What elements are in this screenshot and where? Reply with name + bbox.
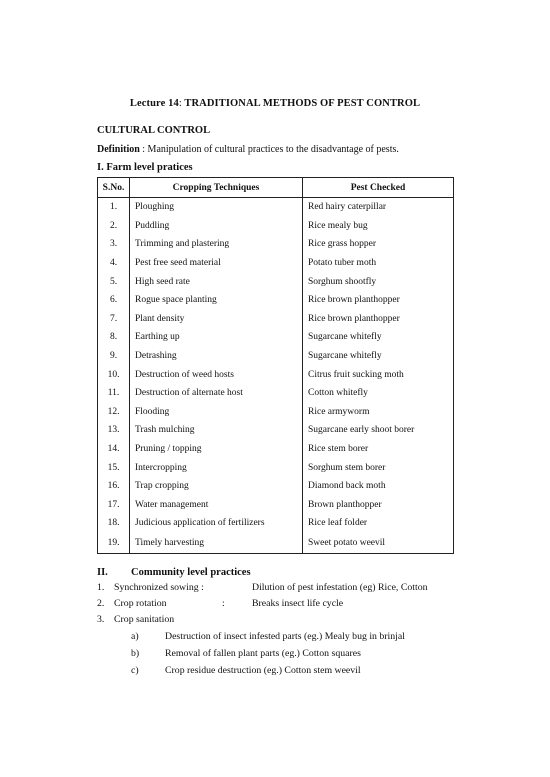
table-row	[98, 198, 454, 217]
row-technique: Flooding	[130, 403, 303, 422]
table-row	[98, 514, 454, 533]
lecture-number: Lecture 14	[129, 98, 179, 109]
lecture-title: TRADITIONAL METHODS OF PEST CONTROL	[184, 98, 421, 109]
row-sno: 7.	[98, 310, 130, 329]
row-sno: 13.	[98, 421, 130, 440]
header-pest: Pest Checked	[303, 178, 454, 198]
row-sno: 5.	[98, 272, 130, 291]
row-technique: Destruction of weed hosts	[130, 365, 303, 384]
definition-text: : Manipulation of cultural practices to the disadvantage of pests.	[139, 144, 399, 155]
item-colon: :	[222, 598, 225, 609]
table-row	[98, 403, 454, 422]
row-technique: Pest free seed material	[130, 254, 303, 273]
section-heading-cultural: CULTURAL CONTROL	[97, 125, 211, 136]
sub-item-text: Removal of fallen plant parts (eg.) Cotton squares	[165, 648, 361, 659]
row-pest: Sugarcane whitefly	[308, 332, 382, 343]
row-pest: Diamond back moth	[308, 481, 386, 492]
table-row	[98, 421, 454, 440]
sub-list-item	[131, 631, 405, 642]
table-row	[98, 440, 454, 459]
row-technique: Destruction of alternate host	[130, 384, 303, 403]
row-technique: Timely harvesting	[130, 533, 303, 554]
header-technique: Cropping Techniques	[130, 178, 303, 198]
row-pest: Rice brown planthopper	[308, 295, 400, 306]
pest-table	[97, 177, 454, 554]
row-technique: Intercropping	[130, 458, 303, 477]
row-technique: Plant density	[130, 310, 303, 329]
row-technique: Water management	[130, 496, 303, 515]
row-pest: Brown planthopper	[308, 499, 382, 510]
table-row	[98, 365, 454, 384]
row-pest: Cotton whitefly	[308, 388, 368, 399]
row-technique: Trash mulching	[130, 421, 303, 440]
section-heading-community	[97, 567, 251, 578]
subsection-heading-farm: I. Farm level pratices	[97, 162, 193, 173]
row-pest: Rice leaf folder	[308, 518, 368, 529]
row-pest: Potato tuber moth	[308, 258, 377, 269]
row-technique: Judicious application of fertilizers	[130, 514, 303, 533]
table-row	[98, 328, 454, 347]
definition	[97, 144, 399, 155]
table-row	[98, 254, 454, 273]
row-pest: Sweet potato weevil	[308, 537, 386, 548]
row-technique: Puddling	[130, 217, 303, 236]
row-pest: Sorghum shootfly	[308, 276, 377, 287]
table-row	[98, 272, 454, 291]
row-sno: 12.	[98, 403, 130, 422]
row-sno: 11.	[98, 384, 130, 403]
item-number: 2.	[97, 598, 105, 609]
list-item	[97, 614, 454, 628]
row-pest: Rice stem borer	[308, 444, 369, 455]
table-row	[98, 477, 454, 496]
row-sno: 19.	[98, 533, 130, 554]
row-sno: 17.	[98, 496, 130, 515]
table-header-row	[98, 178, 454, 198]
row-sno: 10.	[98, 365, 130, 384]
item-effect: Dilution of pest infestation (eg) Rice, Cotton	[252, 582, 428, 593]
row-sno: 14.	[98, 440, 130, 459]
row-sno: 8.	[98, 328, 130, 347]
row-pest: Rice mealy bug	[308, 220, 368, 231]
community-title: Community level practices	[131, 567, 251, 578]
row-pest: Rice grass hopper	[308, 239, 377, 250]
item-text: Crop rotation	[114, 598, 167, 609]
item-text: Crop sanitation	[114, 614, 175, 625]
row-technique: Detrashing	[130, 347, 303, 366]
table-row	[98, 347, 454, 366]
table-row	[98, 235, 454, 254]
row-sno: 16.	[98, 477, 130, 496]
row-pest: Red hairy caterpillar	[308, 202, 387, 213]
row-sno: 6.	[98, 291, 130, 310]
sub-list-item	[131, 665, 361, 676]
row-pest: Sorghum stem borer	[308, 462, 386, 473]
sub-item-letter: a)	[131, 631, 139, 642]
list-item	[97, 598, 454, 612]
table-row	[98, 458, 454, 477]
table-row	[98, 496, 454, 515]
row-pest: Sugarcane whitefly	[308, 351, 382, 362]
item-text: Synchronized sowing :	[114, 582, 204, 593]
row-technique: Rogue space planting	[130, 291, 303, 310]
item-number: 3.	[97, 614, 105, 625]
page-title	[0, 98, 550, 109]
row-technique: Pruning / topping	[130, 440, 303, 459]
table-row	[98, 310, 454, 329]
item-number: 1.	[97, 582, 105, 593]
row-technique: Ploughing	[130, 198, 303, 217]
row-technique: High seed rate	[130, 272, 303, 291]
row-pest: Sugarcane early shoot borer	[308, 425, 415, 436]
sub-item-text: Crop residue destruction (eg.) Cotton stem weevil	[165, 665, 361, 676]
row-pest: Rice brown planthopper	[308, 313, 400, 324]
row-sno: 18.	[98, 514, 130, 533]
row-sno: 15.	[98, 458, 130, 477]
sub-list-item	[131, 648, 361, 659]
table-row	[98, 217, 454, 236]
community-number: II.	[97, 567, 108, 578]
table-row	[98, 291, 454, 310]
row-technique: Trimming and plastering	[130, 235, 303, 254]
sub-item-text: Destruction of insect infested parts (eg.) Mealy bug in brinjal	[165, 631, 405, 642]
row-technique: Trap cropping	[130, 477, 303, 496]
table-row	[98, 384, 454, 403]
row-pest: Rice armyworm	[308, 406, 370, 417]
row-technique: Earthing up	[130, 328, 303, 347]
header-sno: S.No.	[98, 178, 130, 198]
row-pest: Citrus fruit sucking moth	[308, 369, 404, 380]
row-sno: 1.	[98, 198, 130, 217]
list-item	[97, 582, 454, 596]
row-sno: 4.	[98, 254, 130, 273]
row-sno: 3.	[98, 235, 130, 254]
table-row	[98, 533, 454, 554]
title-colon: :	[178, 98, 182, 109]
row-sno: 2.	[98, 217, 130, 236]
item-effect: Breaks insect life cycle	[252, 598, 344, 609]
row-sno: 9.	[98, 347, 130, 366]
sub-item-letter: b)	[131, 648, 140, 659]
sub-item-letter: c)	[131, 665, 139, 676]
definition-label: Definition	[97, 144, 140, 155]
